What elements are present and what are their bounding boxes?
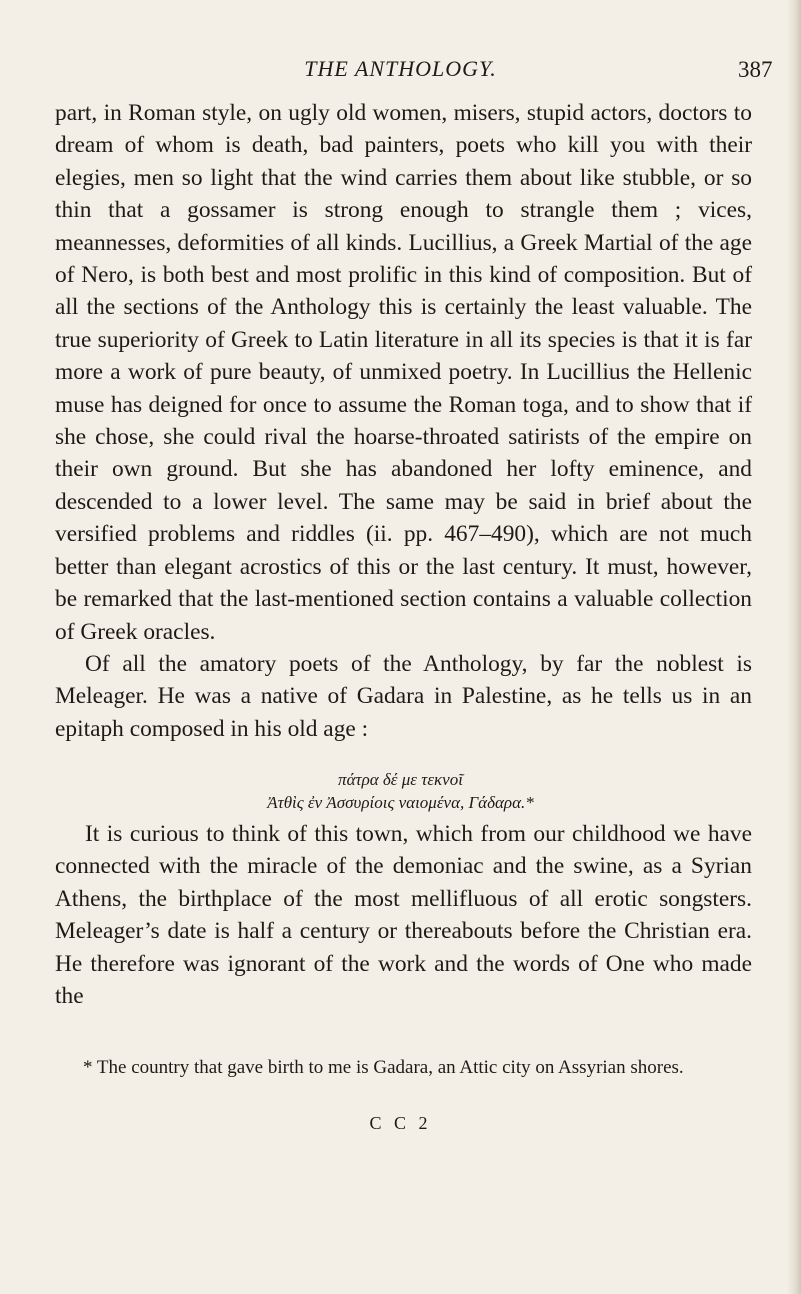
footnote: * The country that gave birth to me is Gadara, an Attic city on Assyrian shores. — [83, 1057, 684, 1078]
signature-mark: C C 2 — [369, 1113, 432, 1133]
paragraph: It is curious to think of this town, which from our childhood we have connected with the miracle of the demoniac and the swine, as a Syrian Athens, the birthplace of the most mellifluous of all erotic songsters. Meleager’s date is half a century or thereabouts before the Christian era. He therefore was ignorant of the work and the words of One who made the — [55, 821, 752, 1010]
page-edge-shadow — [787, 0, 801, 1294]
paragraph: part, in Roman style, on ugly old women, misers, stupid actors, doctors to dream of whom is death, bad painters, poets who kill you with their elegies, men so light that the wind carries them about like stubble, or so thin that a gossamer is strong enough to strangle them ; vices, meannesses, deformities of all kinds. Lucillius, a Greek Martial of the age of Nero, is both best and most prolific in this kind of composition. But of all the sections of the Anthology this is certainly the least valuable. The true superiority of Greek to Latin literature in all its species is that it is far more a work of pure beauty, of unmixed poetry. In Lucillius the Hellenic muse has deigned for once to assume the Roman toga, and to show that if she chose, she could rival the hoarse-throated satirists of the empire on their own ground. But she has abandoned her lofty eminence, and descended to a lower level. The same may be said in brief about the versified problems and riddles (ii. pp. 467–490), which are not much better than elegant acrostics of this or the last century. It must, however, be remarked that the last-mentioned section contains a valuable collection of Greek oracles. — [55, 100, 752, 645]
verse-line: Ἀτθὶς ἐν Ἀσσυρίοις ναιομένα, Γάδαρα.* — [267, 793, 534, 812]
main-text-continued — [55, 818, 752, 1012]
paragraph: Of all the amatory poets of the Anthology, by far the noblest is Meleager. He was a native of Gadara in Palestine, as he tells us in an epitaph composed in his old age : — [55, 650, 752, 742]
page-number: 387 — [738, 57, 773, 82]
page-header — [0, 50, 801, 90]
greek-verse-quotation — [0, 768, 801, 814]
verse-line: πάτρα δέ με τεκνοῖ — [338, 770, 463, 789]
main-text — [55, 97, 752, 745]
running-title: THE ANTHOLOGY. — [304, 56, 497, 81]
